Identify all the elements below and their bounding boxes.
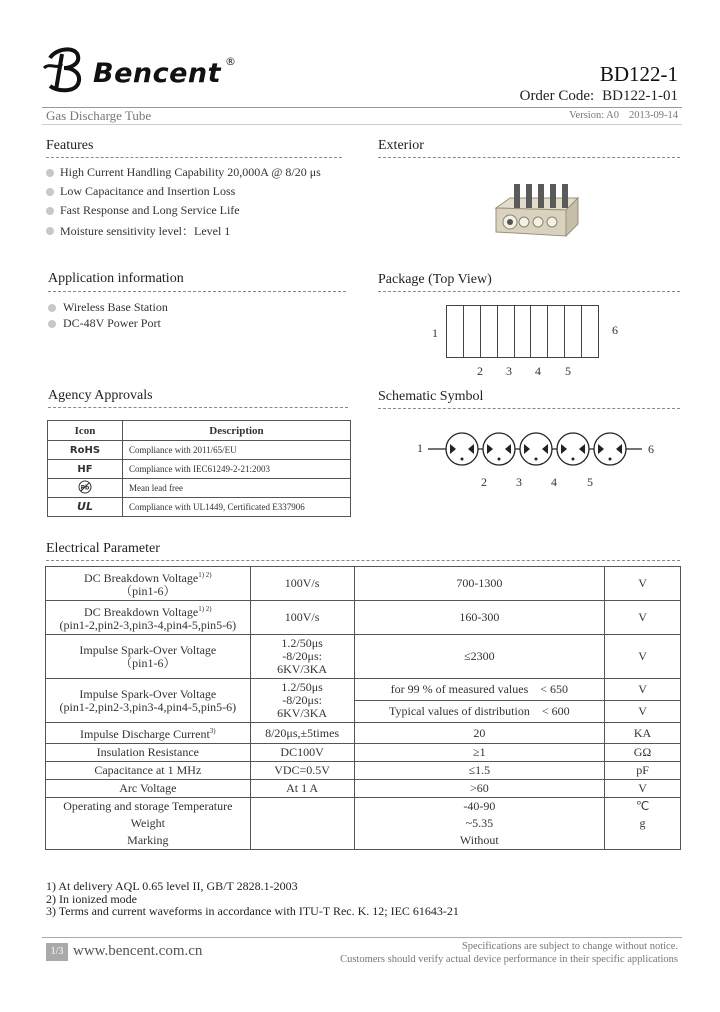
unit-cell: ℃ (605, 798, 681, 816)
gdt-symbol-4 (557, 433, 589, 465)
application-item (48, 316, 161, 331)
svg-text:Pb: Pb (80, 484, 90, 491)
value-cell: ~5.35 (354, 815, 605, 832)
bullet-icon (46, 188, 54, 196)
condition-cell (250, 798, 354, 850)
agency-title: Agency Approvals (48, 388, 153, 403)
package-divider (378, 291, 680, 292)
version-line (569, 110, 678, 121)
unit-cell: g (605, 815, 681, 832)
agency-header-row (48, 421, 351, 441)
param-cell: Operating and storage Temperature (46, 798, 251, 816)
feature-text: High Current Handling Capability 20,000A @ 8/20 μs (60, 165, 321, 179)
unit-cell: KA (605, 723, 681, 744)
value-cell: >60 (354, 780, 605, 798)
table-row (46, 832, 681, 850)
schematic-pin-6: 6 (648, 442, 654, 456)
ul-recognized-icon (48, 498, 123, 517)
feature-item (46, 222, 230, 239)
schematic-divider (378, 408, 680, 409)
bullet-icon (46, 207, 54, 215)
condition-cell: 100V/s (250, 567, 354, 601)
application-divider (48, 291, 346, 292)
schematic-pin-1: 1 (417, 441, 423, 455)
agency-desc: Compliance with IEC61249-2-21:2003 (123, 460, 351, 479)
agency-col-icon: Icon (48, 421, 123, 441)
condition-cell: 100V/s (250, 601, 354, 635)
table-row (46, 679, 681, 701)
value-cell: Without (354, 832, 605, 850)
value-cell: 20 (354, 723, 605, 744)
value-cell: 160-300 (354, 601, 605, 635)
condition-cell: At 1 A (250, 780, 354, 798)
halogen-free-icon: HF (48, 460, 123, 479)
order-code-value: BD122-1-01 (602, 88, 678, 104)
unit-cell: V (605, 701, 681, 723)
value-cell: ≥1 (354, 744, 605, 762)
version-label: Version: A0 (569, 110, 619, 121)
features-title: Features (46, 138, 94, 153)
registered-mark: ® (225, 55, 236, 68)
bullet-icon (48, 304, 56, 312)
footnote-3: 3) Terms and current waveforms in accordance with ITU-T Rec. K. 12; IEC 61643-21 (46, 904, 459, 918)
param-cell: Arc Voltage (46, 780, 251, 798)
unit-cell: GΩ (605, 744, 681, 762)
features-divider (46, 157, 342, 158)
param-cell: Insulation Resistance (46, 744, 251, 762)
unit-cell (605, 832, 681, 850)
order-code-line (520, 88, 678, 105)
value-cell: 700-1300 (354, 567, 605, 601)
condition-cell: 1.2/50μs -8/20μs: 6KV/3KA (250, 635, 354, 679)
schematic-symbol (420, 426, 650, 472)
table-row (48, 498, 351, 517)
condition-cell: 1.2/50μs -8/20μs: 6KV/3KA (250, 679, 354, 723)
feature-text: Fast Response and Long Service Life (60, 203, 240, 217)
value-cell: ≤2300 (354, 635, 605, 679)
electrical-title: Electrical Parameter (46, 541, 160, 556)
subheader-rule (42, 124, 682, 125)
value-cell: ≤1.5 (354, 762, 605, 780)
table-row (46, 567, 681, 601)
package-title: Package (Top View) (378, 272, 492, 287)
feature-item (46, 184, 235, 199)
param-cell: Impulse Spark-Over Voltage (pin1-2,pin2-3,pin3-4,pin4-5,pin5-6) (46, 679, 251, 723)
schematic-pin-3: 3 (516, 475, 522, 489)
schematic-pin-4: 4 (551, 475, 557, 489)
exterior-divider (378, 157, 680, 158)
value-cell: for 99 % of measured values < 650 (354, 679, 605, 701)
feature-text: Moisture sensitivity level：Level 1 (60, 224, 231, 238)
rohs-icon: RoHS (48, 441, 123, 460)
param-cell: Marking (46, 832, 251, 850)
agency-desc: Mean lead free (123, 479, 351, 498)
package-pin-6: 6 (612, 323, 618, 337)
unit-cell: V (605, 567, 681, 601)
condition-cell: 8/20μs,±5times (250, 723, 354, 744)
version-date: 2013-09-14 (629, 110, 678, 121)
application-item (48, 300, 168, 315)
schematic-pin-2: 2 (481, 475, 487, 489)
electrical-table (45, 566, 681, 850)
application-text: Wireless Base Station (63, 300, 168, 314)
unit-cell: V (605, 780, 681, 798)
lead-free-icon (48, 479, 123, 498)
table-row (46, 798, 681, 816)
bullet-icon (46, 227, 54, 235)
product-subtitle: Gas Discharge Tube (46, 108, 152, 123)
exterior-title: Exterior (378, 138, 424, 153)
unit-cell: pF (605, 762, 681, 780)
param-cell: Capacitance at 1 MHz (46, 762, 251, 780)
page-number: 1/3 (46, 943, 68, 961)
bullet-icon (48, 320, 56, 328)
agency-desc: Compliance with 2011/65/EU (123, 441, 351, 460)
package-pin-3: 3 (506, 364, 512, 378)
value-cell: -40-90 (354, 798, 605, 816)
bullet-icon (46, 169, 54, 177)
table-row (46, 762, 681, 780)
svg-text:UL: UL (77, 499, 93, 513)
package-pin-5: 5 (565, 364, 571, 378)
schematic-title: Schematic Symbol (378, 389, 484, 404)
condition-cell: VDC=0.5V (250, 762, 354, 780)
application-text: DC-48V Power Port (63, 316, 161, 330)
unit-cell: V (605, 601, 681, 635)
param-cell: Weight (46, 815, 251, 832)
package-pin-2: 2 (477, 364, 483, 378)
schematic-pin-5: 5 (587, 475, 593, 489)
gdt-symbol-3 (520, 433, 552, 465)
footnotes (46, 880, 459, 918)
package-pin-1: 1 (432, 326, 438, 340)
brand-name: Bencent (93, 58, 222, 89)
param-cell: Impulse Spark-Over Voltage （pin1-6） (46, 635, 251, 679)
table-row (48, 460, 351, 479)
package-pin-4: 4 (535, 364, 541, 378)
table-row (46, 723, 681, 744)
table-row (46, 744, 681, 762)
package-outline (446, 305, 599, 358)
param-cell: Impulse Discharge Current$^{3)}$ (46, 723, 251, 744)
footer-notice-2: Customers should verify actual device performance in their specific applications (340, 954, 678, 965)
table-row (46, 780, 681, 798)
feature-item (46, 165, 321, 180)
unit-cell: V (605, 679, 681, 701)
footer-notice-1: Specifications are subject to change without notice. (461, 941, 678, 952)
feature-text: Low Capacitance and Insertion Loss (60, 184, 236, 198)
footnote-2: 2) In ionized mode (46, 891, 137, 906)
bencent-logo-icon (42, 44, 92, 94)
application-title: Application information (48, 271, 184, 286)
table-row (46, 635, 681, 679)
param-cell: DC Breakdown Voltage$^{1) 2)}$ (pin1-2,pin2-3,pin3-4,pin4-5,pin5-6) (46, 601, 251, 635)
condition-cell: DC100V (250, 744, 354, 762)
agency-table (47, 420, 351, 517)
order-code-label: Order Code: (519, 88, 595, 104)
value-cell: Typical values of distribution < 600 (354, 701, 605, 723)
gdt-symbol-1 (446, 433, 478, 465)
gdt-symbol-2 (483, 433, 515, 465)
table-row (46, 601, 681, 635)
footnote-1: 1) At delivery AQL 0.65 level II, GB/T 2828.1-2003 (46, 879, 298, 893)
param-cell: DC Breakdown Voltage$^{1) 2)}$ （pin1-6） (46, 567, 251, 601)
footer-rule (42, 937, 682, 938)
table-row (48, 479, 351, 498)
unit-cell: V (605, 635, 681, 679)
electrical-divider (46, 560, 680, 561)
part-number: BD122-1 (599, 62, 678, 86)
table-row (48, 441, 351, 460)
agency-col-desc: Description (123, 421, 351, 441)
agency-divider (48, 407, 348, 408)
website-link[interactable]: www.bencent.com.cn (73, 943, 203, 959)
agency-desc: Compliance with UL1449, Certificated E337906 (123, 498, 351, 517)
feature-item (46, 203, 240, 218)
component-photo-icon (490, 170, 582, 248)
gdt-symbol-5 (594, 433, 626, 465)
table-row (46, 815, 681, 832)
